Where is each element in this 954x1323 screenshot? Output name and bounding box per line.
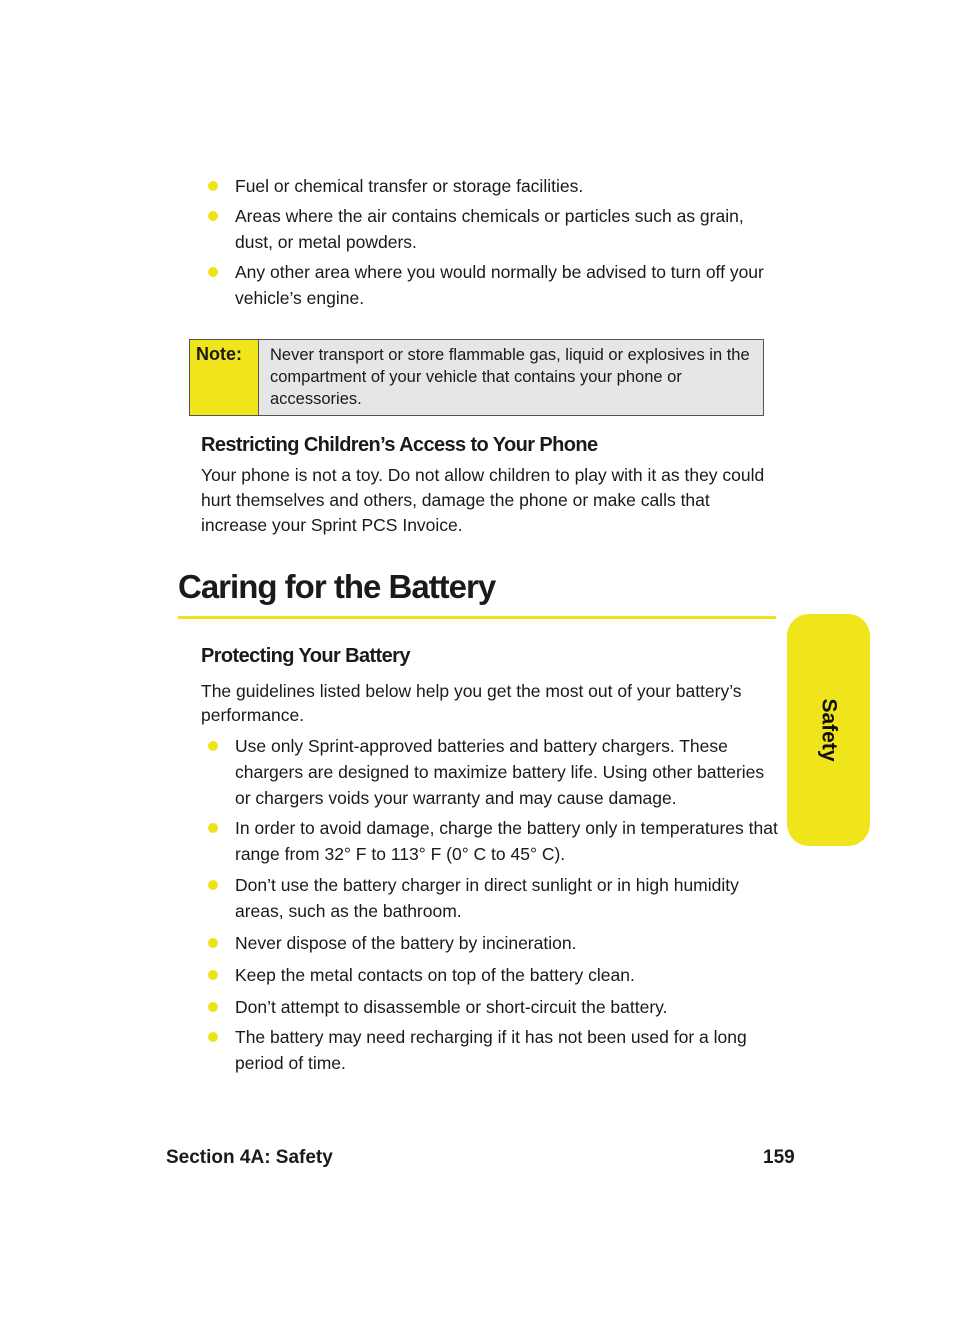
list-item bbox=[208, 259, 783, 311]
bullet-dot-icon bbox=[208, 1002, 218, 1012]
battery-subheading: Protecting Your Battery bbox=[201, 645, 410, 667]
list-item-text: In order to avoid damage, charge the battery only in temperatures that range from 32° F to 113° F (0° C to 45° C). bbox=[235, 818, 778, 864]
list-item-text: Areas where the air contains chemicals or particles such as grain, dust, or metal powders. bbox=[235, 206, 744, 252]
list-item-text: The battery may need recharging if it has not been used for a long period of time. bbox=[235, 1027, 747, 1073]
note-label: Note: bbox=[190, 340, 259, 415]
battery-bullet-list bbox=[208, 733, 783, 1076]
list-item bbox=[208, 1024, 783, 1076]
bullet-dot-icon bbox=[208, 1032, 218, 1042]
page-number: 159 bbox=[763, 1147, 795, 1168]
list-item-text: Keep the metal contacts on top of the battery clean. bbox=[235, 965, 635, 985]
page-title: Caring for the Battery bbox=[178, 568, 496, 605]
list-item bbox=[208, 173, 783, 199]
bullet-dot-icon bbox=[208, 267, 218, 277]
list-item-text: Fuel or chemical transfer or storage facilities. bbox=[235, 176, 584, 196]
list-item-text: Any other area where you would normally be advised to turn off your vehicle’s engine. bbox=[235, 262, 764, 308]
bullet-dot-icon bbox=[208, 938, 218, 948]
top-bullet-list bbox=[208, 173, 783, 311]
list-item bbox=[208, 815, 783, 867]
bullet-dot-icon bbox=[208, 970, 218, 980]
note-text: Never transport or store flammable gas, liquid or explosives in the compartment of your vehicle that contains your phone or accessories. bbox=[259, 340, 763, 415]
list-item bbox=[208, 994, 783, 1020]
list-item bbox=[208, 930, 783, 956]
section-side-tab bbox=[787, 614, 870, 846]
side-tab-label-wrap bbox=[787, 614, 870, 846]
list-item-text: Use only Sprint-approved batteries and battery chargers. These chargers are designed to maximize battery life. Using other batteries or chargers voids your warranty and may cause damage. bbox=[235, 736, 765, 808]
list-item bbox=[208, 962, 783, 988]
side-tab-label: Safety bbox=[817, 698, 841, 762]
bullet-dot-icon bbox=[208, 211, 218, 221]
title-rule bbox=[178, 616, 776, 619]
bullet-dot-icon bbox=[208, 741, 218, 751]
list-item bbox=[208, 872, 783, 924]
bullet-dot-icon bbox=[208, 181, 218, 191]
list-item bbox=[208, 203, 783, 255]
battery-intro: The guidelines listed below help you get the most out of your battery’s performance. bbox=[201, 681, 742, 725]
children-heading: Restricting Children’s Access to Your Phone bbox=[201, 434, 598, 456]
footer-section: Section 4A: Safety bbox=[166, 1147, 333, 1168]
note-box bbox=[189, 339, 764, 416]
list-item-text: Never dispose of the battery by incineration. bbox=[235, 933, 577, 953]
list-item bbox=[208, 733, 783, 811]
list-item-text: Don’t attempt to disassemble or short-circuit the battery. bbox=[235, 997, 668, 1017]
children-text: Your phone is not a toy. Do not allow children to play with it as they could hurt themselves and others, damage the phone or make calls that increase your Sprint PCS Invoice. bbox=[201, 465, 765, 535]
bullet-dot-icon bbox=[208, 880, 218, 890]
bullet-dot-icon bbox=[208, 823, 218, 833]
list-item-text: Don’t use the battery charger in direct sunlight or in high humidity areas, such as the bathroom. bbox=[235, 875, 739, 921]
